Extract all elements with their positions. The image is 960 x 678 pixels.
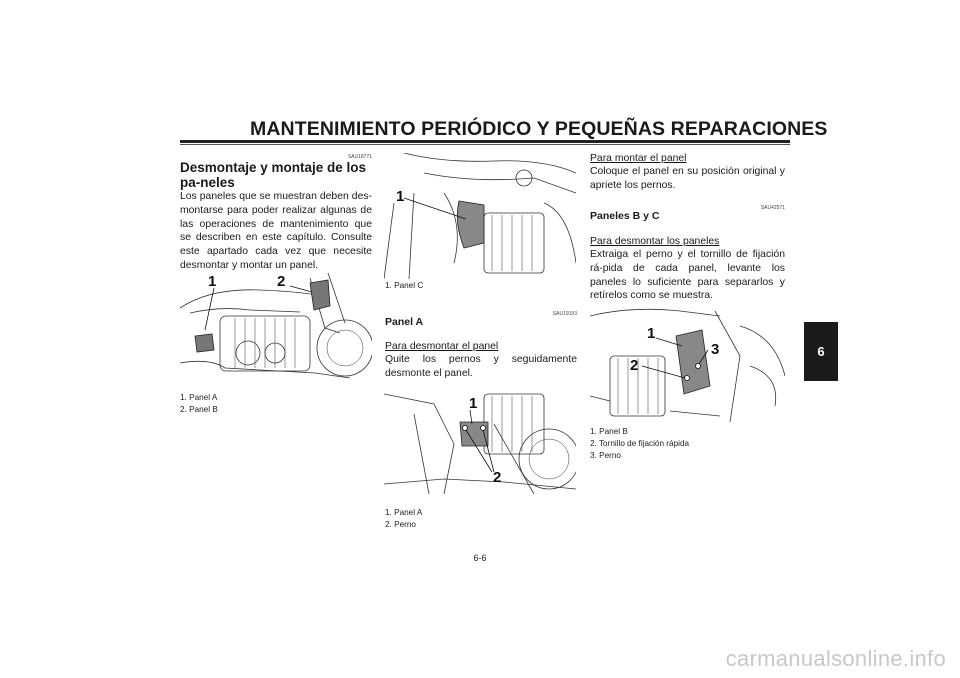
callout-2: 2 bbox=[277, 273, 286, 290]
caption-item: 3. Perno bbox=[590, 451, 621, 460]
callout-1: 1 bbox=[396, 188, 405, 205]
section-code: SAU42571 bbox=[760, 205, 785, 211]
page-number: 6-6 bbox=[473, 553, 487, 563]
subsection-title: Para desmontar los paneles bbox=[590, 236, 720, 247]
callout-1: 1 bbox=[208, 273, 217, 290]
caption-list bbox=[180, 392, 218, 416]
section-code: SAU19193 bbox=[552, 311, 577, 317]
caption-list bbox=[385, 280, 423, 292]
caption-list bbox=[385, 507, 422, 531]
callout-2: 2 bbox=[493, 469, 502, 486]
caption-item: 1. Panel A bbox=[180, 393, 218, 402]
figure-panel-c bbox=[384, 153, 576, 279]
header-rule bbox=[180, 140, 790, 143]
section-body: Coloque el panel en su posición original y apriete los pernos. bbox=[590, 166, 785, 191]
watermark: carmanualsonline.info bbox=[725, 646, 946, 671]
section-body: Los paneles que se muestran deben des-montarse para poder realizar algunas de las operaciones de mantenimiento que se describen en este capítulo. Consulte este apartado cada vez que necesite desmontar y montar un panel. bbox=[180, 191, 372, 271]
callout-2: 2 bbox=[630, 357, 639, 374]
header-rule-thin bbox=[180, 144, 790, 145]
caption-item: 1. Panel B bbox=[590, 427, 628, 436]
callout-3: 3 bbox=[711, 341, 720, 358]
caption-item: 2. Panel B bbox=[180, 405, 218, 414]
caption-list bbox=[590, 426, 689, 462]
figure-panel-a-b bbox=[180, 268, 372, 388]
section-title: Paneles B y C bbox=[590, 210, 660, 222]
section-title: Desmontaje y montaje de los pa-neles bbox=[180, 160, 367, 190]
subsection-title: Para montar el panel bbox=[590, 153, 687, 164]
section-title: Panel A bbox=[385, 316, 424, 328]
figure-panel-a-bolts bbox=[384, 384, 576, 504]
callout-1: 1 bbox=[647, 325, 656, 342]
subsection-title: Para desmontar el panel bbox=[385, 341, 499, 352]
section-code: SAU18771 bbox=[347, 154, 372, 160]
caption-item: 2. Tornillo de fijación rápida bbox=[590, 439, 690, 448]
section-body: Quite los pernos y seguidamente desmonte el panel. bbox=[385, 354, 577, 379]
caption-item: 1. Panel C bbox=[385, 281, 424, 290]
caption-item: 1. Panel A bbox=[385, 508, 423, 517]
section-body: Extraiga el perno y el tornillo de fijación rá-pida de cada panel, levante los paneles lo suficiente para separarlos y retírelos como se muestra. bbox=[590, 249, 785, 302]
figure-panels-b-c bbox=[590, 306, 785, 422]
caption-item: 2. Perno bbox=[385, 520, 416, 529]
callout-1: 1 bbox=[469, 395, 478, 412]
page-header-title: MANTENIMIENTO PERIÓDICO Y PEQUEÑAS REPARACIONES bbox=[250, 118, 828, 140]
chapter-tab: 6 bbox=[804, 322, 838, 381]
